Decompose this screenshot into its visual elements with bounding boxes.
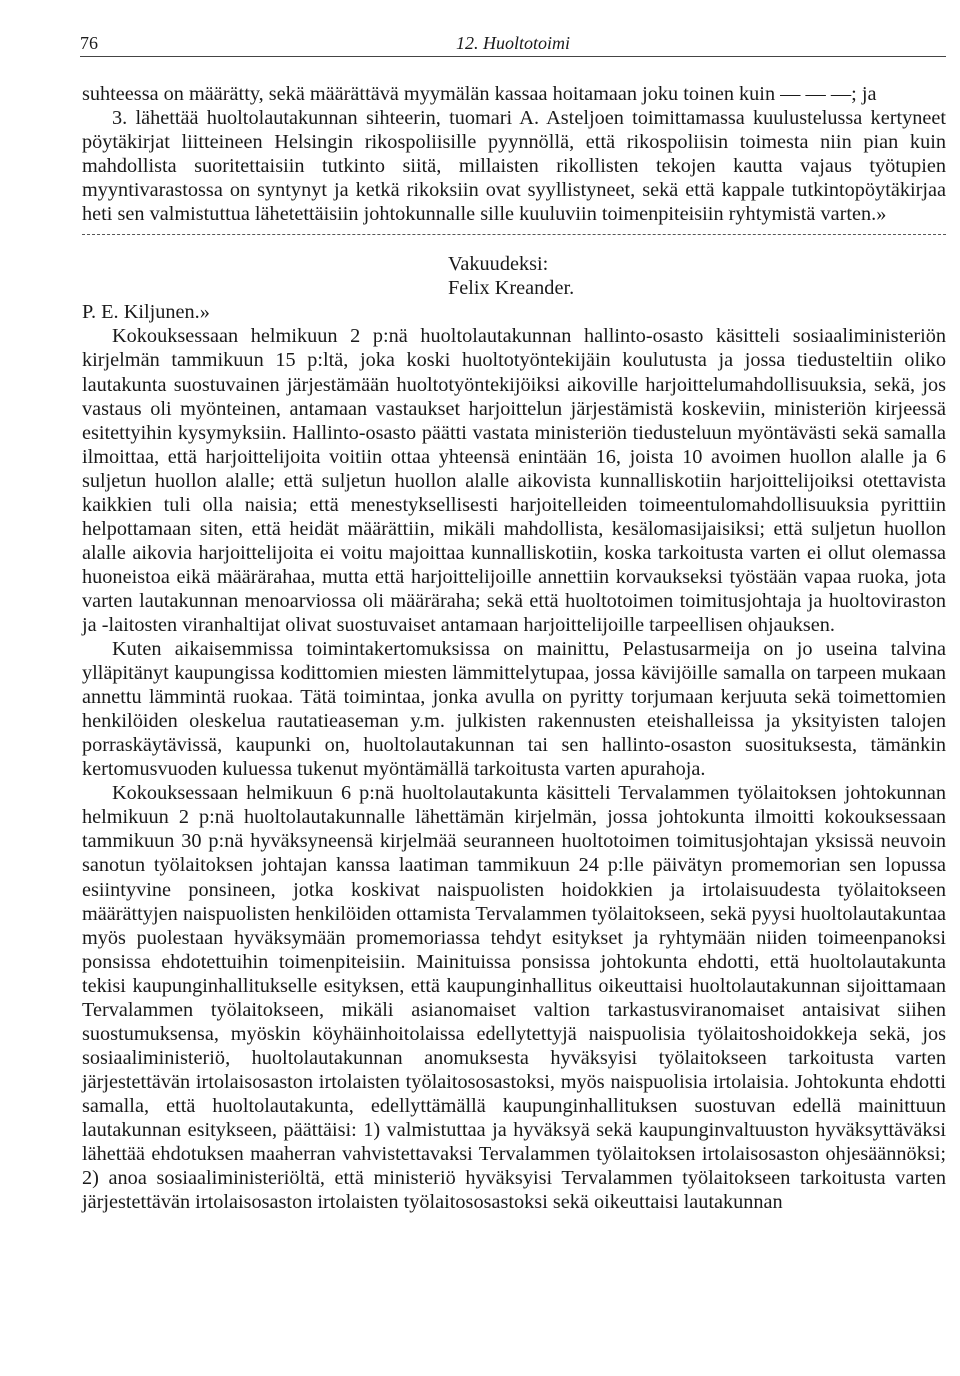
quote-paragraph-2: 3. lähettää huoltolautakunnan sihteerin, tuomari A. Asteljoen toimittamassa kuulustelussa kertyneet pöytäkirjat liitteineen Helsingin rikospoliisille pyynnöllä, että rikospoliisin toimesta niin pian kuin mahdollista suoritettaisiin tutkinto siitä, millaisten rikollisten tekojen kautta vajaus työtupien myyntivarastossa on syntynyt ja ketkä rikoksiin ovat syyllistyneet, sekä että kappale tutkintopöytäkirjaa heti sen valmistuttua lähetettäisiin johtokunnalle sille kuuluviin toimenpiteisiin ryhtymistä varten.» [82,107,946,226]
body-text [82,82,946,1214]
header-rule [80,56,946,57]
quote-paragraph-1: suhteessa on määrätty, sekä määrättävä myymälän kassaa hoitamaan joku toinen kuin — — —; ja [82,83,877,105]
running-head: 12. Huoltotoimi [455,33,570,53]
signature-label: Vakuudeksi: [448,253,549,276]
page-header [80,30,946,56]
dashed-separator [82,234,946,235]
paragraph-2: Kuten aikaisemmissa toimintakertomuksissa on mainittu, Pelastusarmeija on jo useina talvina ylläpitänyt kaupungissa kodittomien miesten lämmittelytupaa, jossa kävijöille samalla on tarpeen mukaan annettu lämmintä ruokaa. Tätä toimintaa, jonka avulla on pyritty torjumaan kerjuuta sekä toimettomien henkilöiden oleskelua rautatieaseman y.m. julkisten rakennusten eteishalleissa ja yksityisten talojen porraskäytävissä, kaupunki on, huoltolautakunnan tai sen hallinto-osaston suosituksesta, tämänkin kertomusvuoden kuluessa tukenut myöntämällä tarkoitusta varten apurahoja. [82,638,946,781]
signature-name-left: Felix Kreander. [448,277,575,300]
page-number: 76 [80,33,98,53]
paragraph-1: Kokouksessaan helmikuun 2 p:nä huoltolautakunnan hallinto-osasto käsitteli sosiaaliministeriön kirjelmän tammikuun 15 p:ltä, joka koski huoltotyöntekijäin koulutusta ja jossa tiedusteltiin oliko lautakunta suostuvainen järjestämään huoltotyöntekijöiksi aikoville harjoittelumahdollisuuksia, sekä, jos vastaus oli myönteinen, antamaan vastaukset harjoittelun järjestämistä koskeviin, ministeriön kirjeessä esitettyihin kysymyksiin. Hallinto-osasto päätti vastata ministeriön tiedusteluun myöntävästi sekä samalla ilmoittaa, että harjoittelijoita voitiin ottaa yhteensä enintään 16, joista 10 avoimen huollon alalle ja 6 suljetun huollon alalle; että suljetun huollon alalle aikovista kunnalliskotiin harjoittelijoiksi otettavista kaikkien tuli olla naisia; että menestyksellisesti harjoitelleiden toimeentulomahdollisuuksia pyrittiin helpottamaan siten, että heidät määrättiin, mikäli mahdollista, kesälomasijaisiksi; että suljetun huollon alalle aikovia harjoittelijoita ei voitu majoittaa kunnalliskotiin, koska tarkoitusta varten ei ollut olemassa huoneistoa eikä määrärahaa, mutta että harjoittelijoille annettiin korvaukseksi työstään vapaa ruoka, jota varten lautakunnan menoarviossa oli määräraha; sekä että huoltotoimen toimitusjohtaja ja huoltoviraston ja -laitosten viranhaltijat olivat suostuvaiset antamaan harjoittelijoille tarpeellisen ohjauksen. [82,325,946,636]
paragraph-3: Kokouksessaan helmikuun 6 p:nä huoltolautakunta käsitteli Tervalammen työlaitoksen johtokunnan helmikuun 2 p:nä huoltolautakunnalle lähettämän kirjelmän, jossa johtokunta ilmoitti kokouksessaan tammikuun 30 p:nä hyväksyneensä kirjelmää seuranneen huoltotoimen toimitusjohtajan yksissä neuvoin sanotun työlaitoksen johtajan kanssa laatiman tammikuun 24 p:lle päivätyn promemorian sen lopussa esiintyvine ponsineen, jotka koskivat naispuolisten hoidokkien ja irtolaisuudesta työlaitokseen määrättyjen naispuolisten henkilöiden ottamista Tervalammen työlaitokseen, sekä pyysi huoltolautakuntaa myös puolestaan hyväksymään promemoriassa tehdyt esitykset ja ryhtymään niiden toimeenpanoksi ponsissa ehdotettuihin toimenpiteisiin. Mainituissa ponsissa johtokunta ehdotti, että huoltolautakunta tekisi kaupunginhallitukselle esityksen, että kaupunginhallitus oikeuttaisi huoltolautakunnan sijoittamaan Tervalammen työlaitokseen, mikäli asianomaiset valtion tarkastusviranomaiset antaisivat siihen suostumuksensa, myöskin köyhäinhoitolaissa edellytettyjä naispuolisia työlaitoshoidokkeja sekä, jos sosiaaliministeriö, huoltolautakunnan anomuksesta hyväksyisi työlaitokseen tarkoitusta varten järjestettävän irtolaisosaston irtolaisten työlaitososastoksi, myös naispuolisia irtolaisia. Johtokunta ehdotti samalla, että huoltolautakunta, edellyttämällä kaupunginhallituksen suostuvan edellä mainittuun lautakunnan esitykseen, päättäisi: 1) valmistuttaa ja hyväksyä sekä kaupunginvaltuuston hyväksyttäväksi lähettää ehdotuksen maaherran vahvistettavaksi Tervalammen työlaitoksen irtolaisosaston ohjesäännöksi; 2) anoa sosiaaliministeriöltä, että ministeriö hyväksyisi Tervalammen työlaitokseen tarkoitusta varten järjestettävän irtolaisosaston irtolaisten työlaitososastoksi sekä oikeuttaisi lautakunnan [82,782,946,1214]
signature-name-right: P. E. Kiljunen.» [82,301,210,324]
